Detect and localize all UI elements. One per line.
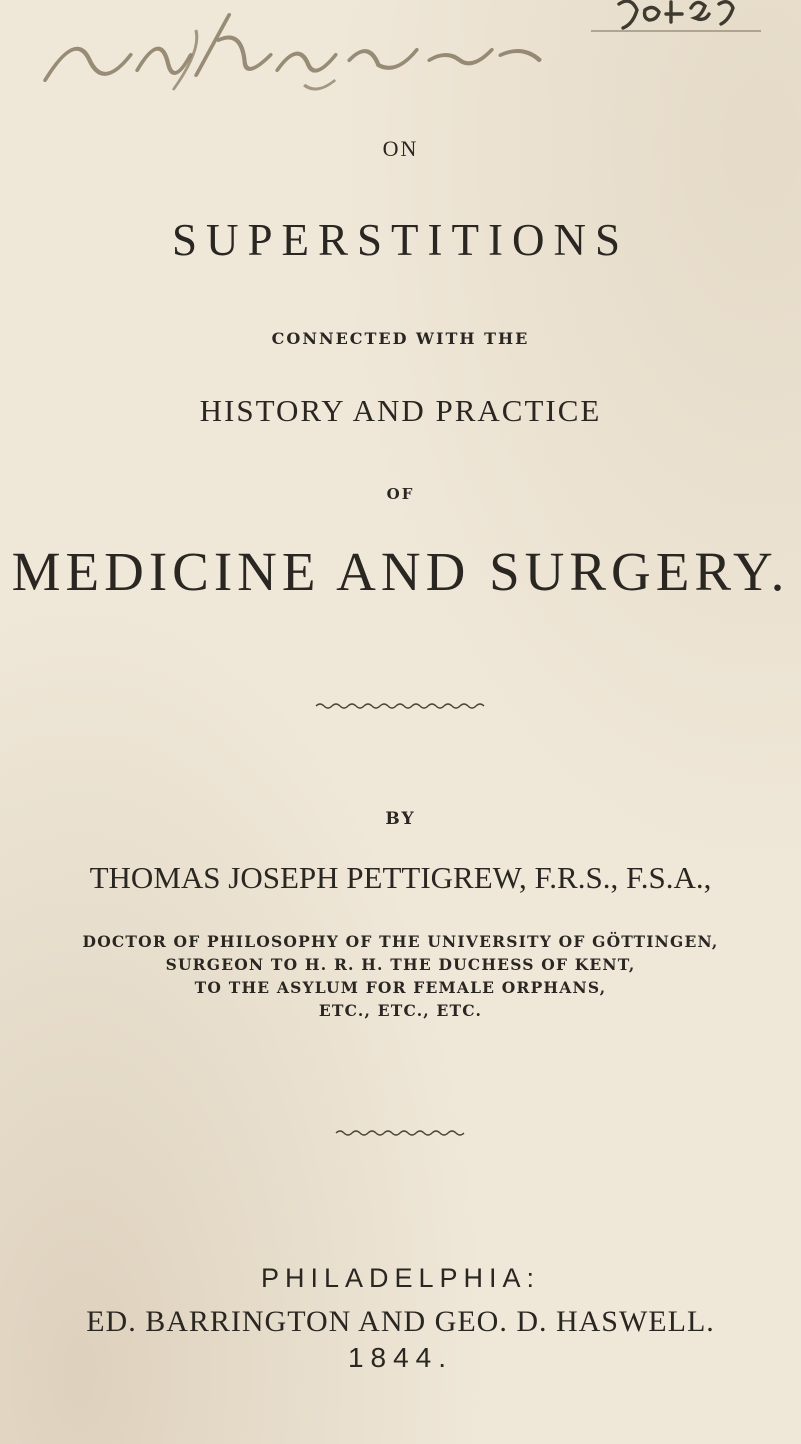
shelf-mark — [611, 0, 751, 43]
handwritten-signature — [18, 0, 642, 115]
ornamental-rule-2 — [0, 1128, 801, 1138]
imprint-place: PHILADELPHIA: — [260, 1263, 541, 1293]
shelf-rule — [591, 30, 761, 32]
credential-line: DOCTOR OF PHILOSOPHY OF THE UNIVERSITY OF GÖTTINGEN, — [82, 932, 719, 951]
title-connected-line: CONNECTED WITH THE — [271, 329, 530, 348]
credential-line: TO THE ASYLUM FOR FEMALE ORPHANS, — [194, 978, 607, 997]
credential-line: ETC., ETC., ETC. — [318, 1001, 483, 1020]
credential-line: SURGEON TO H. R. H. THE DUCHESS OF KENT, — [165, 955, 636, 974]
author-credentials — [0, 930, 801, 1022]
author-name: THOMAS JOSEPH PETTIGREW, F.R.S., F.S.A., — [89, 860, 712, 895]
shelf-mark-ink — [611, 0, 751, 34]
title-history-line: HISTORY AND PRACTICE — [199, 393, 602, 428]
title-subject: MEDICINE AND SURGERY. — [11, 541, 790, 602]
signature-scrawl — [18, 0, 642, 115]
title-of: OF — [386, 485, 415, 503]
main-title: SUPERSTITIONS — [171, 215, 630, 265]
ornamental-rule-1 — [0, 701, 801, 711]
imprint-publisher: ED. BARRINGTON AND GEO. D. HASWELL. — [86, 1305, 715, 1338]
byline-by: BY — [385, 809, 416, 829]
title-on: ON — [382, 136, 419, 161]
imprint-year: 1844. — [347, 1342, 454, 1373]
